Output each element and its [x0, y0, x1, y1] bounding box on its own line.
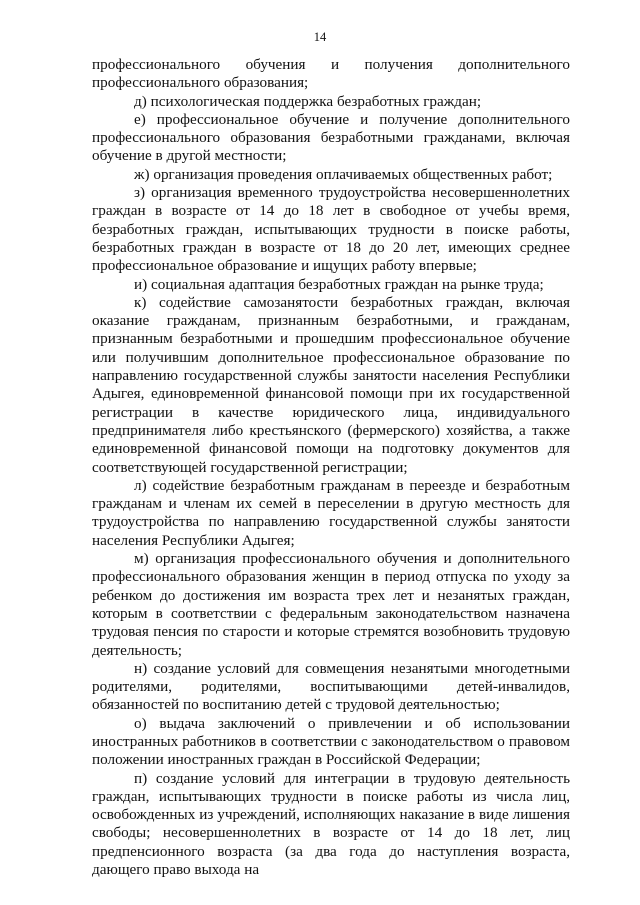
paragraph-item-m: м) организация профессионального обучения и дополнительного профессионального образования женщин в период отпуска по уходу за ребенком до достижения им возраста трех лет и незанятых граждан, которым в соответствии с федеральным законодательством назначена трудовая пенсия по старости и которые стремятся возобновить трудовую деятельность; [92, 550, 570, 659]
paragraph-item-d: д) психологическая поддержка безработных граждан; [134, 92, 482, 110]
paragraph-item-i: и) социальная адаптация безработных граждан на рынке труда; [134, 275, 544, 293]
paragraph-item-l: л) содействие безработным гражданам в переезде и безработным гражданам и членам их семей в переселении в другую местность для трудоустройства по направлению государственной службы занятости населения Республики Адыгея; [92, 476, 570, 549]
document-body [92, 56, 570, 879]
paragraph-item-n: н) создание условий для совмещения незанятыми многодетными родителями, родителями, воспитывающими детей-инвалидов, обязанностей по воспитанию детей с трудовой деятельностью; [92, 659, 570, 714]
paragraph-item-e: е) профессиональное обучение и получение дополнительного профессионального образования безработными гражданами, включая обучение в другой местности; [92, 110, 570, 165]
paragraph-item-k: к) содействие самозанятости безработных граждан, включая оказание гражданам, признанным безработными, и гражданам, признанным безработными и прошедшим профессиональное обучение или получившим дополнительное профессиональное образование по направлению государственной службы занятости населения Республики Адыгея, единовременной финансовой помощи при их государственной регистрации в качестве юридического лица, индивидуального предпринимателя либо крестьянского (фермерского) хозяйства, а также единовременной финансовой помощи на подготовку документов для соответствующей государственной регистрации; [92, 293, 570, 476]
page-number: 14 [313, 30, 327, 44]
paragraph-item-zh: ж) организация проведения оплачиваемых общественных работ; [134, 165, 553, 183]
paragraph-item-z: з) организация временного трудоустройства несовершеннолетних граждан в возрасте от 14 до 18 лет в свободное от учебы время, безработных граждан, испытывающих трудности в поиске работы, безработных граждан в возрасте от 18 до 20 лет, имеющих среднее профессиональное образование и ищущих работу впервые; [92, 184, 570, 275]
paragraph-item-o: о) выдача заключений о привлечении и об использовании иностранных работников в соответствии с законодательством о правовом положении иностранных граждан в Российской Федерации; [92, 714, 570, 769]
paragraph-item-p: п) создание условий для интеграции в трудовую деятельность граждан, испытывающих трудности в поиске работы из числа лиц, освобожденных из учреждений, исполняющих наказание в виде лишения свободы; несовершеннолетних в возрасте от 14 до 18 лет, лиц предпенсионного возраста (за два года до наступления возраста, дающего право выхода на [92, 769, 570, 879]
paragraph-continuation: профессионального обучения и получения дополнительного профессионального образования; [92, 56, 570, 92]
